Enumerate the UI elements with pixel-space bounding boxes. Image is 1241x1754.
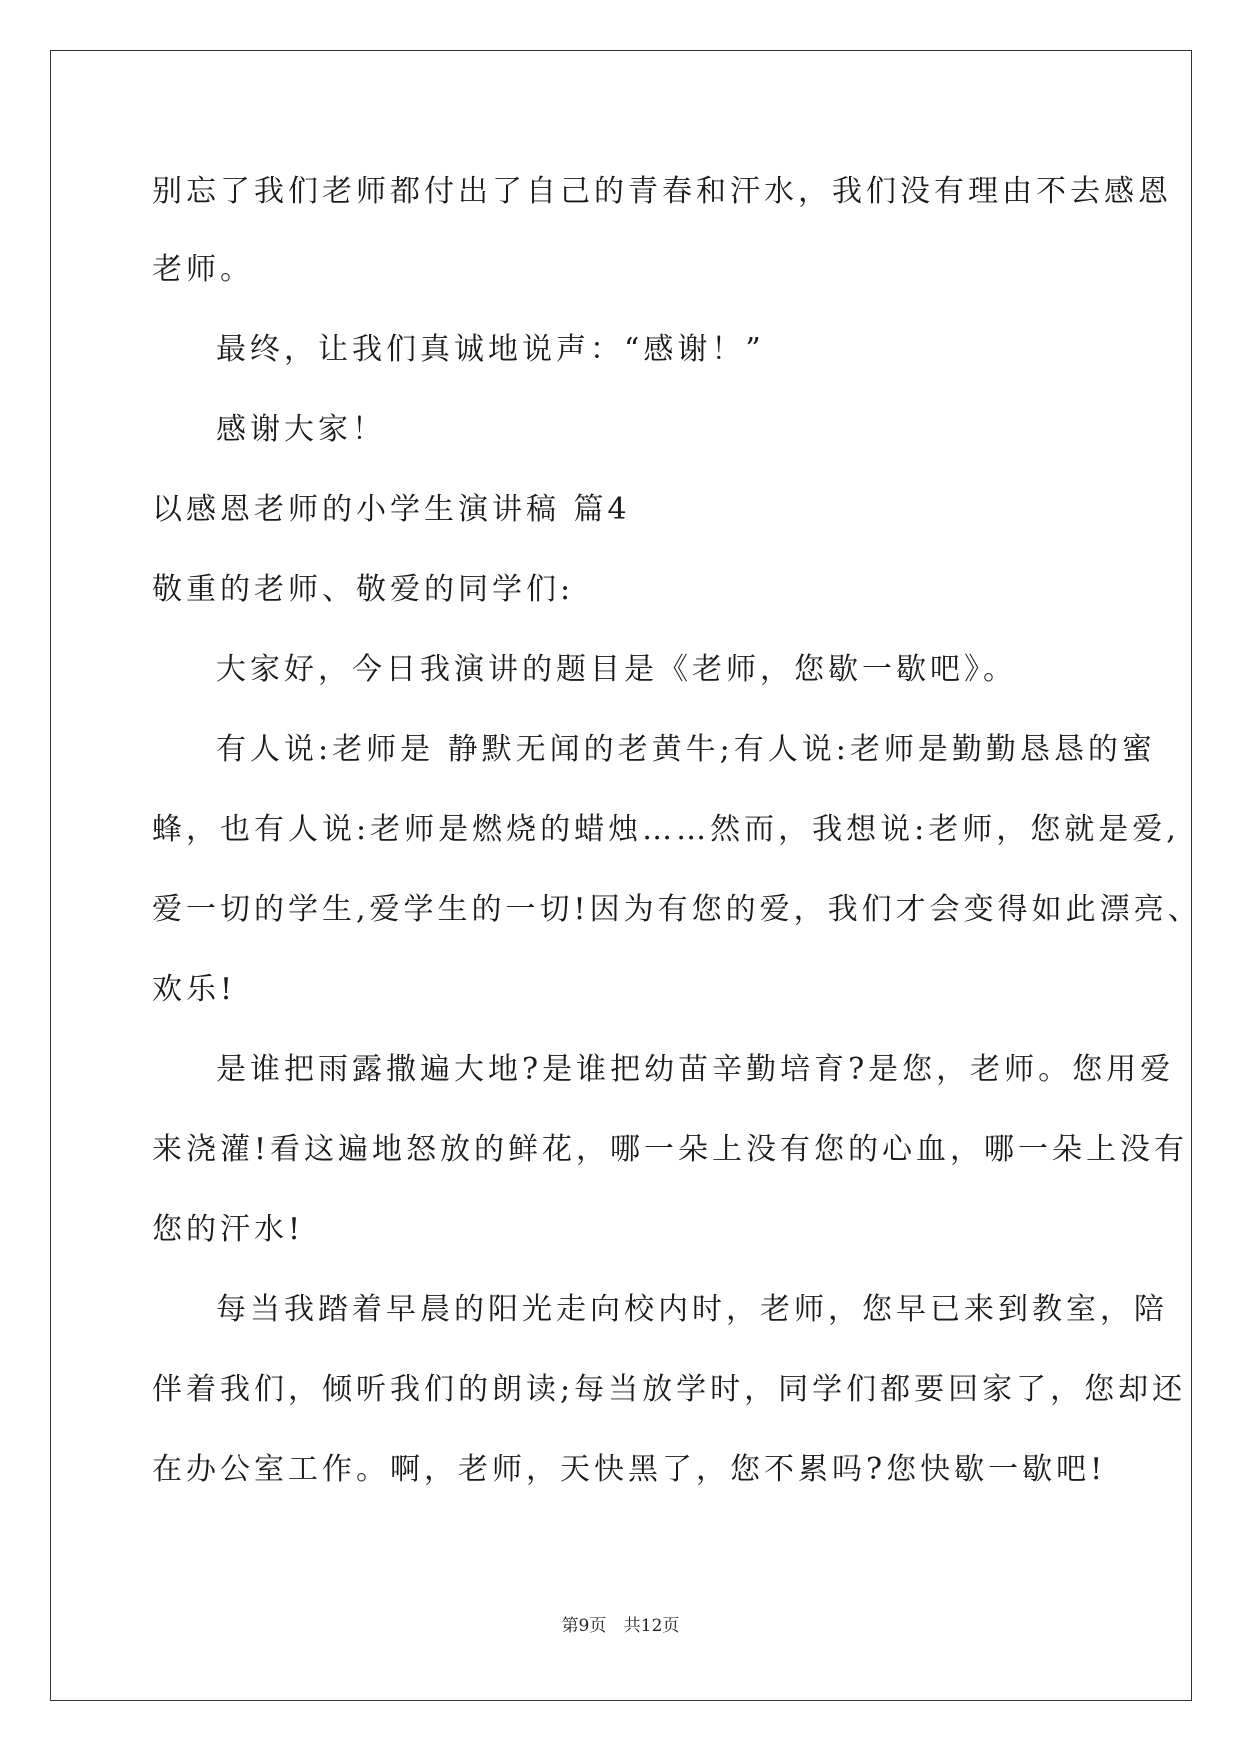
- section-heading: 以感恩老师的小学生演讲稿 篇4: [152, 492, 631, 527]
- page-footer: [0, 1614, 1241, 1638]
- page-number-total: 共12页: [623, 1616, 680, 1636]
- text-line: 伴着我们，倾听我们的朗读;每当放学时，同学们都要回家了，您却还: [152, 1372, 1187, 1407]
- text-line: 大家好，今日我演讲的题目是《老师，您歇一歇吧》。: [216, 652, 1017, 687]
- text-line: 来浇灌!看这遍地怒放的鲜花，哪一朵上没有您的心血，哪一朵上没有: [152, 1132, 1189, 1167]
- text-line: 您的汗水!: [152, 1212, 305, 1247]
- text-line: 欢乐!: [152, 972, 237, 1007]
- text-line: 爱一切的学生,爱学生的一切!因为有您的爱，我们才会变得如此漂亮、: [152, 892, 1202, 927]
- text-line: 老师。: [152, 252, 254, 287]
- text-line: 是谁把雨露撒遍大地?是谁把幼苗辛勤培育?是您，老师。您用爱: [216, 1052, 1175, 1087]
- text-line: 蜂，也有人说:老师是燃烧的蜡烛……然而，我想说:老师，您就是爱,: [152, 812, 1180, 847]
- page-number-current: 第9页: [561, 1616, 607, 1636]
- text-line: 别忘了我们老师都付出了自己的青春和汗水，我们没有理由不去感恩: [152, 174, 1172, 209]
- text-line: 每当我踏着早晨的阳光走向校内时，老师，您早已来到教室，陪: [216, 1292, 1168, 1327]
- text-line: 感谢大家！: [216, 412, 386, 447]
- text-line: 最终，让我们真诚地说声：“感谢！”: [216, 332, 765, 367]
- salutation: 敬重的老师、敬爱的同学们:: [152, 572, 575, 607]
- text-line: 在办公室工作。啊，老师，天快黑了，您不累吗?您快歇一歇吧!: [152, 1452, 1107, 1487]
- text-line: 有人说:老师是 静默无闻的老黄牛;有人说:老师是勤勤恳恳的蜜: [216, 732, 1156, 767]
